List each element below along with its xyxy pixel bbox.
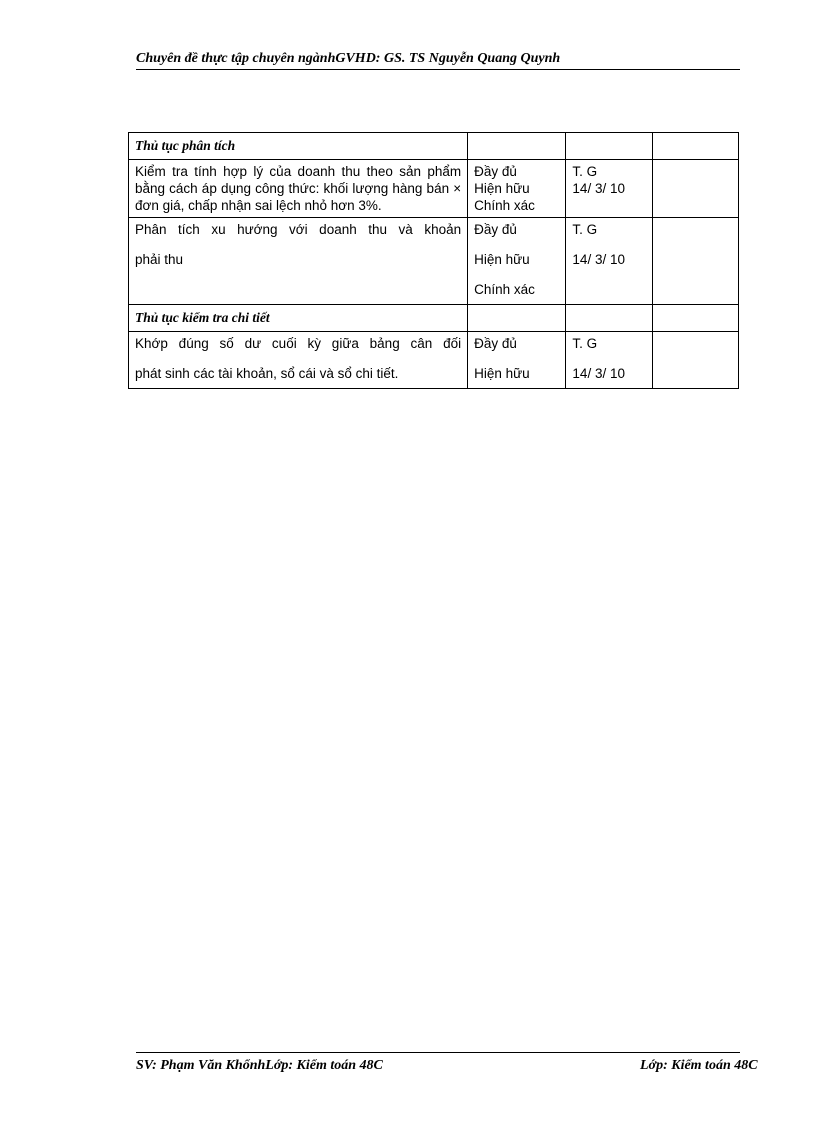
empty-cell — [652, 160, 738, 218]
reference-cell — [566, 218, 652, 305]
description-line: phải thu — [135, 252, 184, 267]
footer-class: Lớp: Kiểm toán 48C — [640, 1058, 758, 1073]
header-rule — [136, 69, 740, 70]
procedure-description — [129, 218, 468, 305]
page-header: Chuyên đề thực tập chuyên ngànhGVHD: GS. TS Nguyễn Quang Quynh — [136, 51, 561, 66]
objective: Đầy đủ — [474, 222, 517, 237]
audit-procedures-table — [128, 132, 739, 389]
table-row — [129, 160, 739, 218]
empty-cell — [652, 305, 738, 332]
objectives-cell — [468, 332, 566, 389]
footer-rule — [136, 1052, 740, 1053]
date: 14/ 3/ 10 — [572, 366, 625, 381]
table-row — [129, 218, 739, 305]
objective: Đầy đủ — [474, 336, 517, 351]
empty-cell — [468, 133, 566, 160]
objective: Hiện hữu — [474, 366, 530, 381]
empty-cell — [652, 332, 738, 389]
reference-cell — [566, 160, 652, 218]
empty-cell — [652, 218, 738, 305]
empty-cell — [468, 305, 566, 332]
footer-student: SV: Phạm Văn KhổnhLớp: Kiểm toán 48C — [136, 1058, 383, 1073]
empty-cell — [652, 133, 738, 160]
procedure-description: Kiểm tra tính hợp lý của doanh thu theo sản phẩm bằng cách áp dụng công thức: khối lượng hàng bán × đơn giá, chấp nhận sai lệch nhỏ hơn 3%. — [129, 160, 468, 218]
section-row-detail — [129, 305, 739, 332]
objective: Hiện hữu — [474, 181, 530, 196]
objective: Chính xác — [474, 198, 535, 213]
objectives-cell — [468, 160, 566, 218]
objectives-cell — [468, 218, 566, 305]
reference-cell — [566, 332, 652, 389]
section-title-detail: Thủ tục kiểm tra chi tiết — [129, 305, 468, 332]
date: 14/ 3/ 10 — [572, 181, 625, 196]
performer: T. G — [572, 222, 598, 237]
section-title-analytical: Thủ tục phân tích — [129, 133, 468, 160]
performer: T. G — [572, 336, 598, 351]
objective: Hiện hữu — [474, 252, 530, 267]
section-row-analytical — [129, 133, 739, 160]
procedure-description — [129, 332, 468, 389]
empty-cell — [566, 133, 652, 160]
empty-cell — [566, 305, 652, 332]
objective: Đầy đủ — [474, 164, 517, 179]
performer: T. G — [572, 164, 598, 179]
description-line: phát sinh các tài khoản, sổ cái và sổ chi tiết. — [135, 366, 399, 381]
description-line: Khớp đúng số dư cuối kỳ giữa bảng cân đối — [135, 336, 462, 351]
description-line: Phân tích xu hướng với doanh thu và khoản — [135, 222, 462, 237]
objective: Chính xác — [474, 282, 535, 297]
date: 14/ 3/ 10 — [572, 252, 625, 267]
table-row — [129, 332, 739, 389]
